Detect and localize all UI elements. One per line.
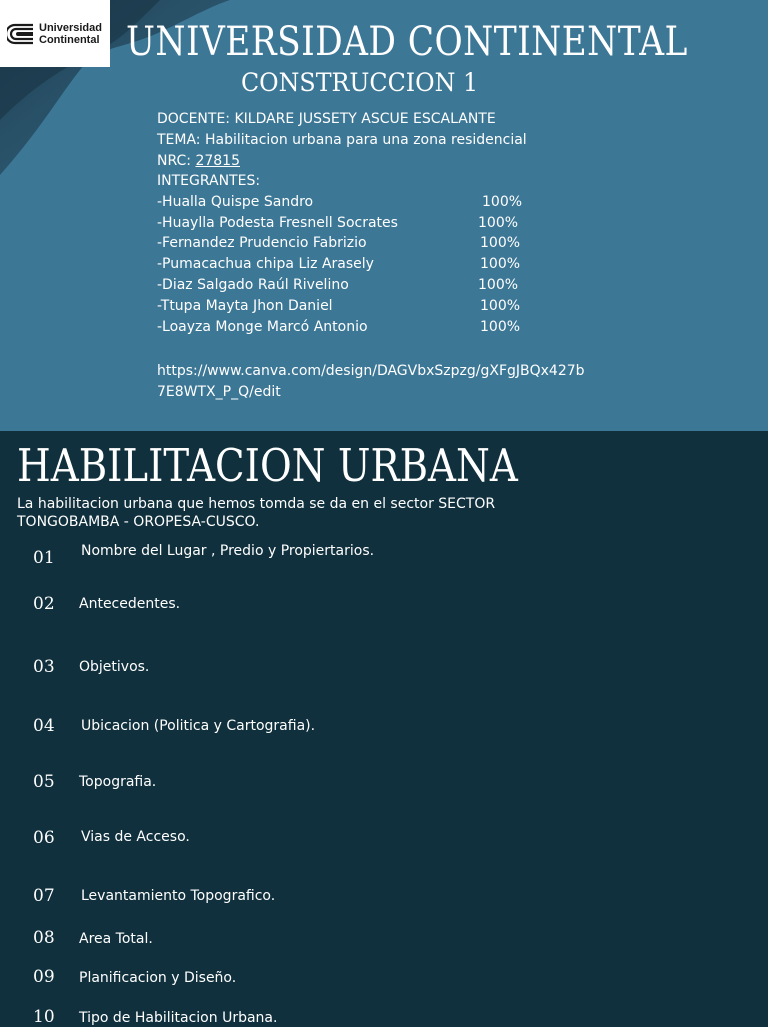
logo-mark-icon	[7, 23, 35, 45]
logo-text	[39, 22, 102, 46]
member-percent: 100%	[480, 298, 521, 314]
logo-line1: Universidad	[39, 22, 102, 34]
item-number: 03	[33, 657, 55, 677]
item-label: Ubicacion (Politica y Cartografia).	[81, 718, 316, 734]
item-label: Topografia.	[79, 774, 157, 790]
university-title: UNIVERSIDAD CONTINENTAL	[126, 19, 688, 65]
member-percent: 100%	[480, 235, 521, 251]
item-number: 10	[33, 1007, 55, 1027]
item-number: 01	[33, 548, 55, 568]
member-percent: 100%	[478, 277, 519, 293]
item-label: Objetivos.	[79, 659, 150, 675]
item-label: Nombre del Lugar , Predio y Propiertarios.	[81, 543, 375, 559]
course-title: CONSTRUCCION 1	[241, 68, 479, 97]
university-logo	[0, 0, 110, 67]
item-number: 05	[33, 772, 55, 792]
canva-link[interactable]: https://www.canva.com/design/DAGVbxSzpzg/gXFgJBQx427b7E8WTX_P_Q/edit	[157, 363, 585, 400]
item-number: 02	[33, 594, 55, 614]
item-label: Levantamiento Topografico.	[81, 888, 276, 904]
member-name: -Pumacachua chipa Liz Arasely	[157, 256, 374, 272]
member-name: -Ttupa Mayta Jhon Daniel	[157, 298, 333, 314]
integrantes-label: INTEGRANTES:	[157, 173, 261, 189]
member-percent: 100%	[478, 215, 519, 231]
item-number: 04	[33, 716, 55, 736]
item-label: Planificacion y Diseño.	[79, 970, 237, 986]
item-number: 07	[33, 886, 55, 906]
item-label: Antecedentes.	[79, 596, 181, 612]
member-name: -Huaylla Podesta Fresnell Socrates	[157, 215, 398, 231]
tema-line: TEMA: Habilitacion urbana para una zona residencial	[157, 132, 527, 148]
item-label: Vias de Acceso.	[81, 829, 190, 845]
member-name: -Hualla Quispe Sandro	[157, 194, 314, 210]
nrc-line	[157, 153, 240, 170]
section-intro: La habilitacion urbana que hemos tomda se da en el sector SECTOR TONGOBAMBA - OROPESA-CUSCO.	[17, 496, 496, 530]
member-name: -Diaz Salgado Raúl Rivelino	[157, 277, 349, 293]
item-number: 06	[33, 828, 55, 848]
item-number: 08	[33, 928, 55, 948]
item-label: Area Total.	[79, 931, 153, 947]
nrc-value: 27815	[195, 153, 240, 169]
member-name: -Loayza Monge Marcó Antonio	[157, 319, 368, 335]
item-label: Tipo de Habilitacion Urbana.	[79, 1010, 278, 1026]
section-title: HABILITACION URBANA	[17, 439, 518, 492]
member-percent: 100%	[480, 319, 521, 335]
logo-line2: Continental	[39, 34, 100, 46]
item-number: 09	[33, 967, 55, 987]
member-percent: 100%	[482, 194, 523, 210]
docente-line: DOCENTE: KILDARE JUSSETY ASCUE ESCALANTE	[157, 111, 496, 127]
member-percent: 100%	[480, 256, 521, 272]
nrc-label: NRC:	[157, 153, 196, 169]
member-name: -Fernandez Prudencio Fabrizio	[157, 235, 367, 251]
